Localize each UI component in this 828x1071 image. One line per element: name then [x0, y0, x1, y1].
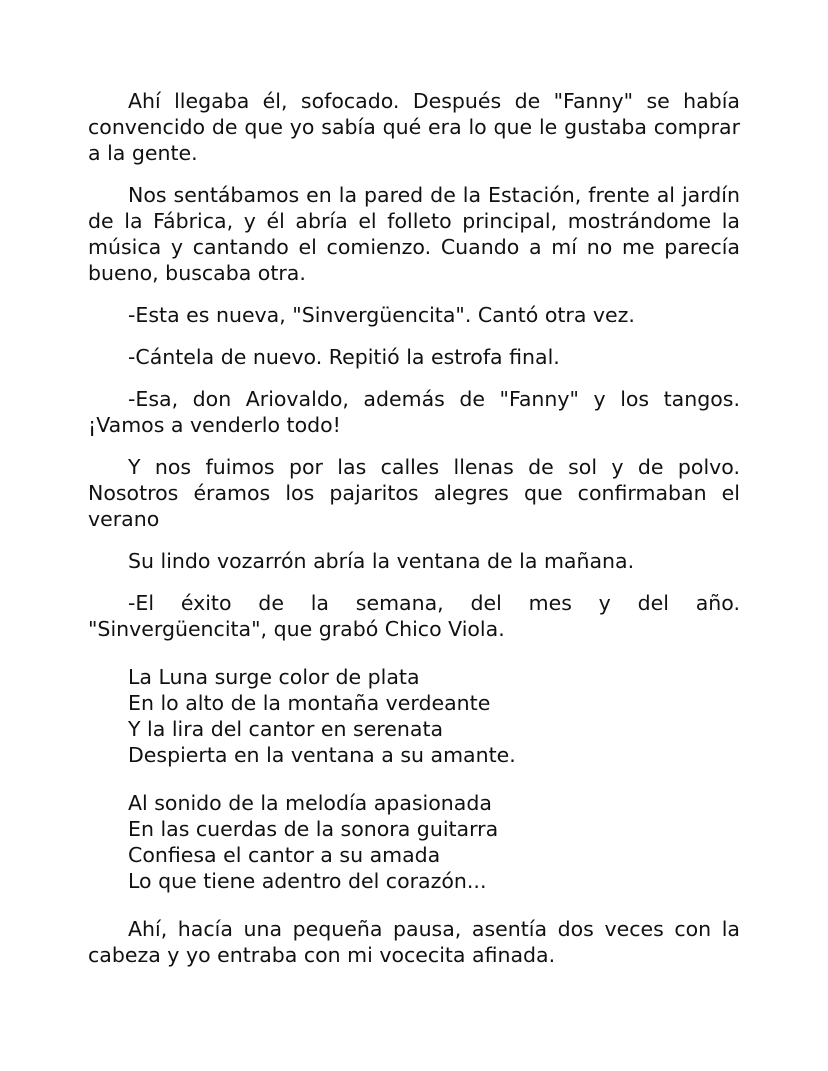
- document-page: [88, 88, 740, 984]
- paragraph: Ahí llegaba él, sofocado. Después de "Fanny" se había convencido de que yo sabía qué era lo que le gustaba comprar a la gente.: [88, 89, 740, 165]
- song-stanza-1: [128, 664, 740, 768]
- paragraph: Nos sentábamos en la pared de la Estación, frente al jardín de la Fábrica, y él abría el folleto principal, mostrándome la música y cantando el comienzo. Cuando a mí no me parecía bueno, buscaba otra.: [88, 183, 740, 285]
- verse-line: Despierta en la ventana a su amante.: [128, 743, 516, 767]
- verse-line: En lo alto de la montaña verdeante: [128, 691, 491, 715]
- paragraph: -Esa, don Ariovaldo, además de "Fanny" y los tangos. ¡Vamos a venderlo todo!: [88, 387, 740, 437]
- paragraph: -Esta es nueva, "Sinvergüencita". Cantó otra vez.: [128, 303, 635, 327]
- song-stanza-2: [128, 790, 740, 894]
- verse-line: La Luna surge color de plata: [128, 665, 420, 689]
- paragraph: Ahí, hacía una pequeña pausa, asentía dos veces con la cabeza y yo entraba con mi vocecita afinada.: [88, 917, 740, 967]
- verse-line: Y la lira del cantor en serenata: [128, 717, 444, 741]
- paragraph: -Cántela de nuevo. Repitió la estrofa final.: [128, 345, 560, 369]
- verse-line: En las cuerdas de la sonora guitarra: [128, 817, 499, 841]
- verse-line: Lo que tiene adentro del corazón...: [128, 869, 487, 893]
- paragraph: Y nos fuimos por las calles llenas de sol y de polvo. Nosotros éramos los pajaritos alegres que confirmaban el verano: [88, 455, 740, 531]
- verse-line: Al sonido de la melodía apasionada: [128, 791, 492, 815]
- verse-line: Confiesa el cantor a su amada: [128, 843, 441, 867]
- paragraph: -El éxito de la semana, del mes y del año. "Sinvergüencita", que grabó Chico Viola.: [88, 591, 740, 641]
- paragraph: Su lindo vozarrón abría la ventana de la mañana.: [128, 549, 635, 573]
